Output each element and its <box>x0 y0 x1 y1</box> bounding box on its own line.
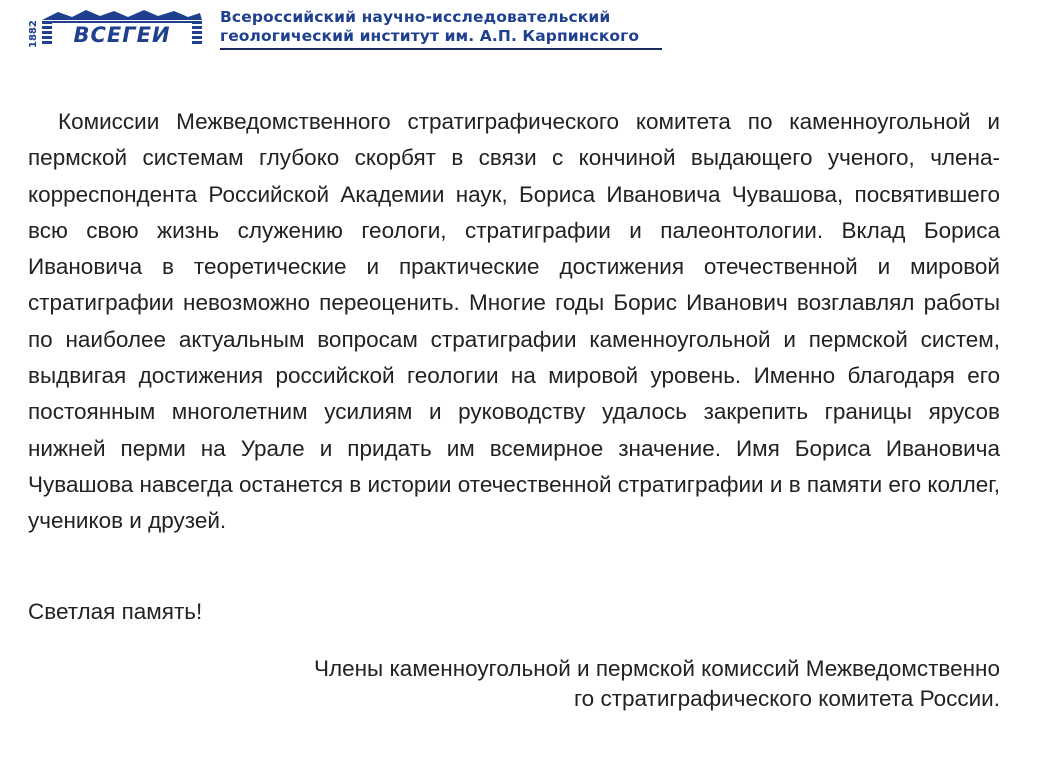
signature-block <box>220 654 1000 714</box>
obituary-paragraph <box>28 104 1000 540</box>
closing-line: Светлая память! <box>28 599 203 624</box>
institute-name-line2: геологический институт им. А.П. Карпинского <box>220 27 640 45</box>
signature-line2: го стратиграфического комитета России. <box>573 686 1000 711</box>
obituary-text: Комиссии Межведомственного стратиграфического комитета по каменноугольной и пермской системам глубоко скорбят в связи с кончиной выдающего ученого, члена-корреспондента Российской Академии наук, Бориса Ивановича Чувашова, посвятившего всю свою жизнь служению геологи, стратиграфии и палеонтологии. Вклад Бориса Ивановича в теоретические и практические достижения отечественной и мировой стратиграфии невозможно переоценить. Многие годы Борис Иванович возглавлял работы по наиболее актуальным вопросам стратиграфии каменноугольной и пермской систем, выдвигая достижения российской геологии на мировой уровень. Именно благодаря его постоянным многолетним усилиям и руководству удалось закрепить границы ярусов нижней перми на Урале и придать им всемирное значение. Имя Бориса Ивановича Чувашова навсегда останется в истории отечественной стратиграфии и в памяти его коллег, учеников и друзей. <box>28 109 1000 534</box>
logo-year: 1882 <box>28 20 39 48</box>
header-divider <box>220 48 662 50</box>
institute-name-line1: Всероссийский научно-исследовательский <box>220 8 611 26</box>
vsegei-logo <box>28 8 208 50</box>
logo-wordmark: ВСЕГЕИ <box>73 23 171 47</box>
page-header <box>28 6 662 52</box>
signature-line1: Члены каменноугольной и пермской комиссий Межведомственно <box>313 656 1000 681</box>
institute-name <box>220 8 664 46</box>
